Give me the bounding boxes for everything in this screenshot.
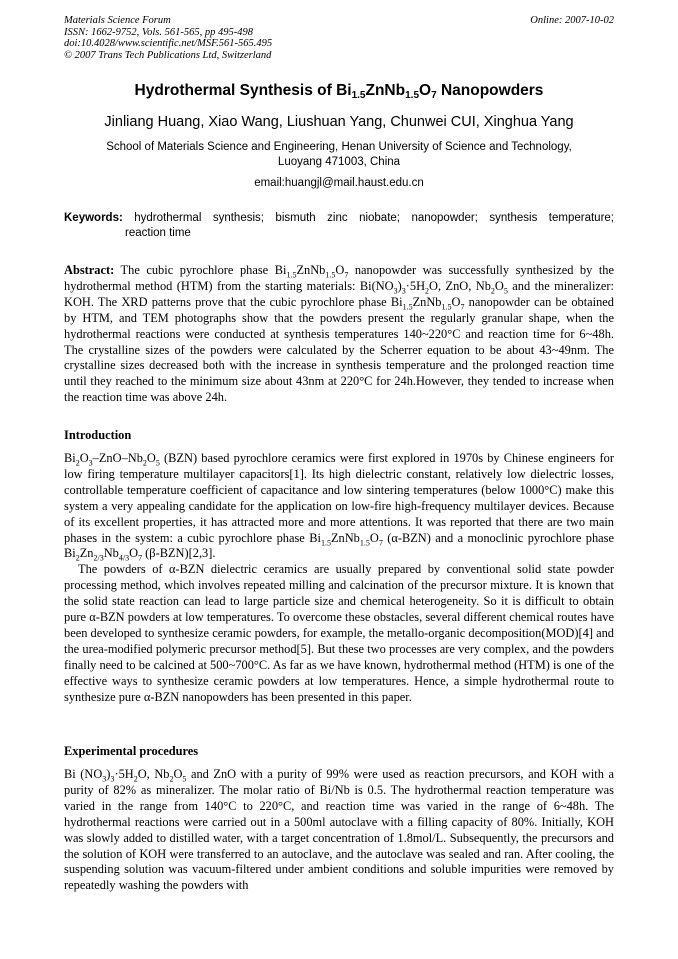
journal-doi: doi:10.4028/www.scientific.net/MSF.561-565.495 [64, 38, 273, 49]
introduction-body: $Bi_2O_3-ZnO-Nb_2O_5$ (BZN) based pyrochlore ceramics were first explored in 1970s by Chinese engineers for low firing temperature multilayer capacitors[1]. Its high dielectric constant, relatively low dielectric losses, controllable temperature coefficient of capacitance and low sintering temperatures (below 1000°C) make this system a very appealing candidate for the application on low-fire high-frequency multilayer devices. Because of its excellent properties, it has attracted more and more attentions. It was reported that there are two main phases in the system: a cubic pyrochlore phase $Bi_{1.5}ZnNb_{1.5}O_7$ (α-BZN) and a monoclinic pyrochlore phase $Bi_2Zn_{2/3}Nb_{4/3}O_7$ (β-BZN)[2,3]. The powders of α-BZN dielectric ceramics are usually prepared by conventional solid state powder processing method, which involves repeated milling and calcination of the precursor mixture. It is known that the solid state reaction can lead to large particle size and chemical heterogeneity. So it is difficult to obtain pure α-BZN powders at low temperatures. To overcome these obstacles, several different chemical routes have been developed to synthesize ceramic powders, for example, the metallo-organic decomposition(MOD)[4] and the urea-modified polymeric precursor method[5]. But these two processes are very complex, and the powders finally need to be calcined at 500~700°C. As far as we have known, hydrothermal method (HTM) is one of the effective ways to synthesize ceramic powders at low temperatures. Hence, a simple hydrothermal route to synthesize pure α-BZN nanopowders has been presented in this paper. [64, 451, 614, 704]
journal-issn: ISSN: 1662-9752, Vols. 561-565, pp 495-498 [64, 26, 253, 38]
paper-title: Hydrothermal Synthesis of $Bi_{1.5}ZnNb_{1.5}O_7$ Nanopowders [134, 82, 544, 101]
journal-name: Materials Science Forum [64, 15, 171, 26]
abstract-label: Abstract: [64, 263, 115, 277]
online-date: Online: 2007-10-02 [530, 15, 614, 26]
author-list: Jinliang Huang, Xiao Wang, Liushuan Yang, Chunwei CUI, Xinghua Yang [104, 114, 574, 130]
experimental-body: Bi $(NO_3)_3\cdot 5H_2O$, $Nb_2O_5$ and ZnO with a purity of 99% were used as reaction precursors, and KOH with a purity of 82% as mineralizer. The molar ratio of Bi/Nb is 0.5. The hydrothermal reaction temperature was varied in the range from 140°C to 220°C, and reaction time was varied in the range of 6~48h. The hydrothermal reactions were carried out in a 500ml autoclave with a filling capacity of 80%. Initially, KOH was slowly added to distilled water, with a target concentration of 1.8mol/L. Subsequently, the precursors and the solution of KOH were transferred to an autoclave, and the autoclave was sealed and ran. After cooling, the suspending solution was vacuum-filtered under ambient conditions and soluble impurities were removed by repeatedly washing the powders with [64, 767, 614, 893]
contact-email: email:huangjl@mail.haust.edu.cn [254, 177, 424, 189]
journal-header [64, 15, 272, 61]
keywords-label: Keywords: [64, 212, 123, 224]
journal-copyright: © 2007 Trans Tech Publications Ltd, Switzerland [64, 49, 272, 61]
abstract: Abstract: The cubic pyrochlore phase $Bi_{1.5}ZnNb_{1.5}O_7$ nanopowder was successfully synthesized by the hydrothermal method (HTM) from the starting materials: $Bi(NO_3)_3\cdot 5H_2O$, ZnO, $Nb_2O_5$ and the mineralizer: KOH. The XRD patterns prove that the cubic pyrochlore phase $Bi_{1.5}ZnNb_{1.5}O_7$ nanopowder can be obtained by HTM, and TEM photographs show that the powders present the regularly granular shape, when the hydrothermal reactions were conducted at synthesis temperatures 140~220°C and reaction time for 6~48h. The crystalline sizes of the powders were calculated by the Scherrer equation to be about 43~49nm. The crystalline sizes decreased both with the increase in synthesis temperature and the prolonged reaction time until they reached to the minimum size about 43nm at 220°C for 24h.However, they tended to increase when the reaction time was above 24h. [64, 263, 615, 405]
affiliation: School of Materials Science and Engineering, Henan University of Science and Technology, Luoyang 471003, China [106, 141, 572, 168]
introduction-heading: Introduction [64, 428, 132, 442]
keywords: Keywords: hydrothermal synthesis; bismuth zinc niobate; nanopowder; synthesis temperature; reaction time [64, 212, 614, 239]
experimental-heading: Experimental procedures [64, 744, 199, 758]
